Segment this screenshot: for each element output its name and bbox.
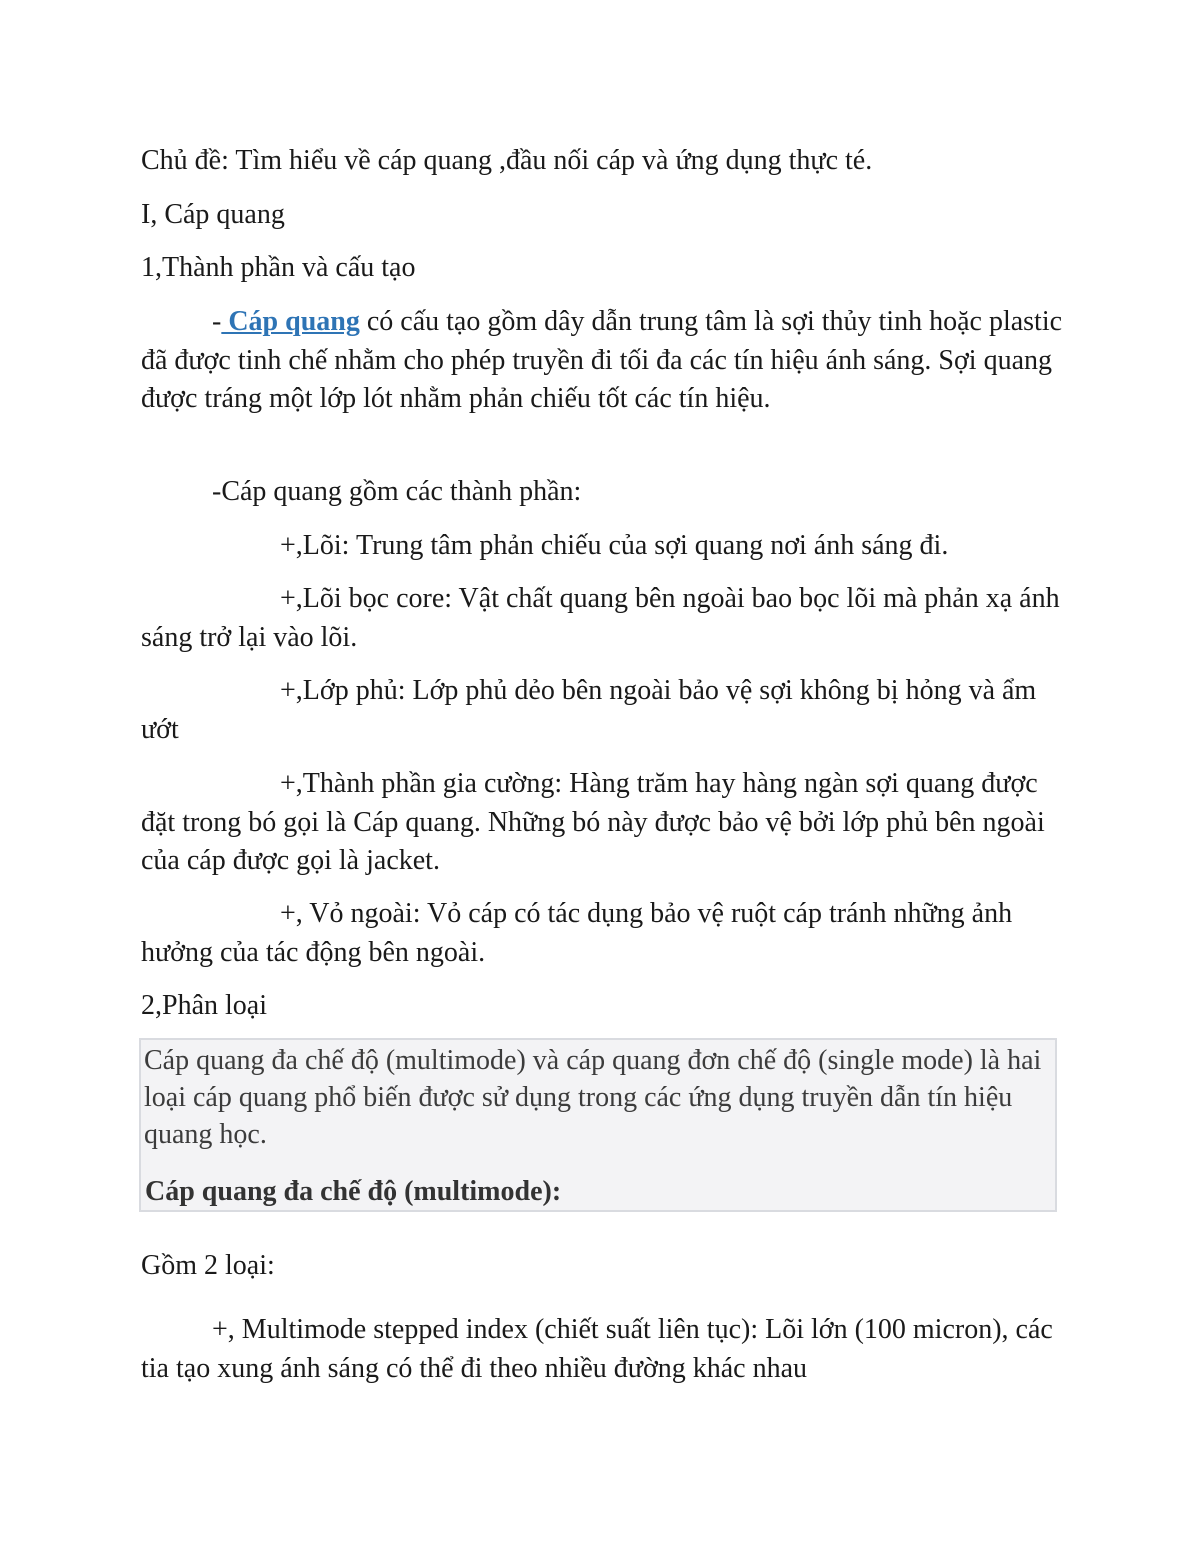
component-jacket: +, Vỏ ngoài: Vỏ cáp có tác dụng bảo vệ ruột cáp tránh những ảnh hưởng của tác động bên ngoài. bbox=[141, 898, 1013, 968]
component-cladding: +,Lõi bọc core: Vật chất quang bên ngoài bao bọc lõi mà phản xạ ánh sáng trở lại vào lõi. bbox=[141, 583, 1060, 653]
section-heading-fiber-optic: I, Cáp quang bbox=[141, 199, 285, 230]
subsection-heading-structure: 1,Thành phần và cấu tạo bbox=[141, 252, 416, 283]
fiber-optic-link[interactable]: Cáp quang bbox=[221, 306, 360, 337]
type-stepped-index: +, Multimode stepped index (chiết suất liên tục): Lõi lớn (100 micron), các tia tạo xung ánh sáng có thể đi theo nhiều đường khác nhau bbox=[141, 1314, 1053, 1384]
component-strength-member: +,Thành phần gia cường: Hàng trăm hay hàng ngàn sợi quang được đặt trong bó gọi là Cáp quang. Những bó này được bảo vệ bởi lớp phủ bên ngoài của cáp được gọi là jacket. bbox=[141, 768, 1045, 876]
component-coating: +,Lớp phủ: Lớp phủ dẻo bên ngoài bảo vệ sợi không bị hỏng và ẩm ướt bbox=[141, 675, 1037, 745]
types-intro: Gồm 2 loại: bbox=[141, 1250, 275, 1281]
quote-box bbox=[139, 1038, 1057, 1212]
component-core: +,Lõi: Trung tâm phản chiếu của sợi quang nơi ánh sáng đi. bbox=[280, 530, 949, 561]
intro-dash: - bbox=[212, 306, 222, 337]
components-intro: -Cáp quang gồm các thành phần: bbox=[212, 476, 582, 507]
document-title: Chủ đề: Tìm hiểu về cáp quang ,đầu nối cáp và ứng dụng thực té. bbox=[141, 145, 873, 176]
subsection-heading-classification: 2,Phân loại bbox=[141, 990, 267, 1021]
intro-body: có cấu tạo gồm dây dẫn trung tâm là sợi thủy tinh hoặc plastic đã được tinh chế nhằm cho phép truyền đi tối đa các tín hiệu ánh sáng. Sợi quang được tráng một lớp lót nhằm phản chiếu tốt các tín hiệu. bbox=[141, 306, 1063, 414]
intro-paragraph bbox=[141, 303, 1066, 419]
quote-box-text: Cáp quang đa chế độ (multimode) và cáp quang đơn chế độ (single mode) là hai loại cáp quang phổ biến được sử dụng trong các ứng dụng truyền dẫn tín hiệu quang học. bbox=[144, 1045, 1042, 1150]
multimode-heading: Cáp quang đa chế độ (multimode): bbox=[145, 1176, 562, 1207]
